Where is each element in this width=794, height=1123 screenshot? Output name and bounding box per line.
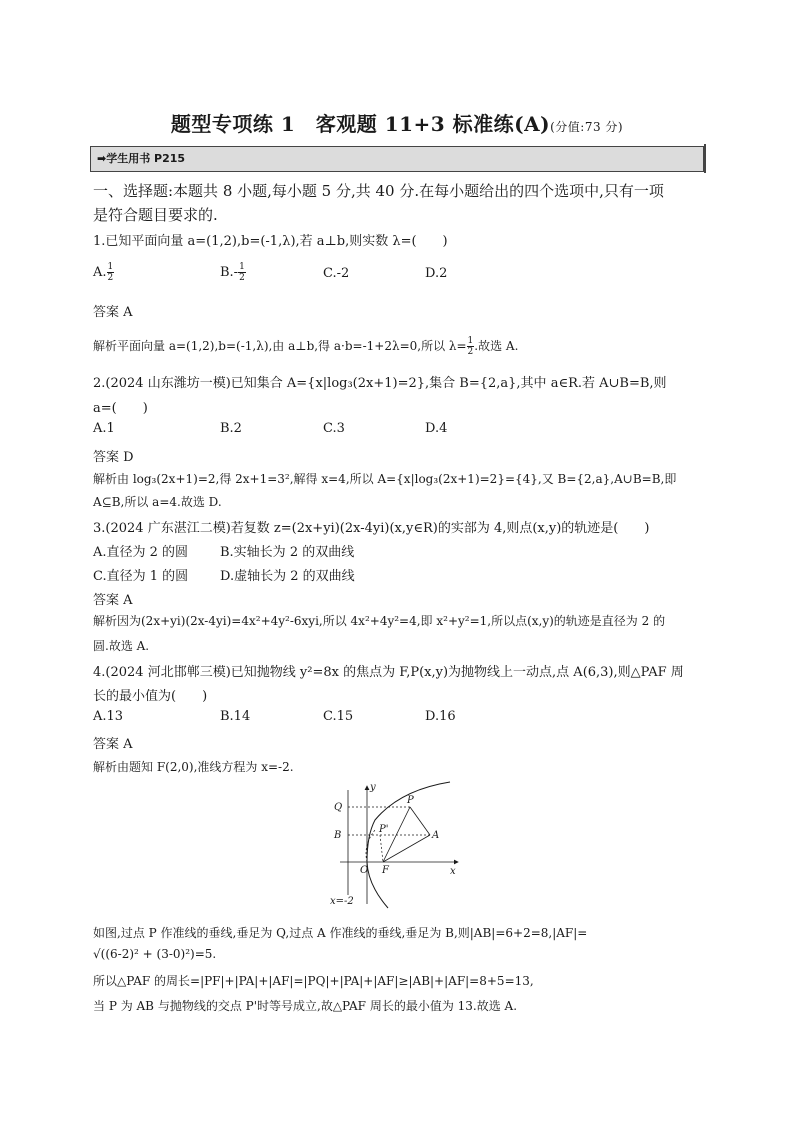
q3-option-c: C.直径为 1 的圆 xyxy=(93,569,189,584)
q4-analysis-line4: 所以△PAF 的周长=|PF|+|PA|+|AF|=|PQ|+|PA|+|AF|≥|AB|+|AF|=8+5=13, xyxy=(93,974,534,988)
q4-analysis-line5: 当 P 为 AB 与抛物线的交点 P'时等号成立,故△PAF 周长的最小值为 13.故选 A. xyxy=(93,999,518,1013)
label-O: O xyxy=(360,865,369,876)
label-B: B xyxy=(334,830,342,841)
title-score: (分值:73 分) xyxy=(550,120,624,134)
q4-option-c: C.15 xyxy=(323,709,354,724)
q3-analysis-line1: 解析因为(2x+yi)(2x-4yi)=4x²+4y²-6xyi,所以 4x²+4y²=4,即 x²+y²=1,所以点(x,y)的轨迹是直径为 2 的 xyxy=(93,614,666,628)
q4-analysis-line3: √((6-2)² + (3-0)²)=5. xyxy=(93,947,217,961)
q2-analysis-line1: 解析由 log₃(2x+1)=2,得 2x+1=3²,解得 x=4,所以 A={x|log₃(2x+1)=2}={4},又 B={2,a},A∪B=B,即 xyxy=(93,472,677,486)
q2-option-b: B.2 xyxy=(220,421,242,436)
q1-stem: 1.已知平面向量 a=(1,2),b=(-1,λ),若 a⊥b,则实数 λ=( ) xyxy=(93,234,448,249)
q1-option-a-fraction: $\frac{1}{2}$ xyxy=(107,262,114,283)
q1-option-c: C.-2 xyxy=(323,266,350,281)
q4-option-b: B.14 xyxy=(220,709,251,724)
label-P: P xyxy=(407,795,414,806)
q2-option-d: D.4 xyxy=(425,421,448,436)
section-heading-line1: 一、选择题:本题共 8 小题,每小题 5 分,共 40 分.在每小题给出的四个选项中,只有一项 xyxy=(93,182,664,200)
q3-option-d: D.虚轴长为 2 的双曲线 xyxy=(220,569,355,584)
q4-option-d: D.16 xyxy=(425,709,456,724)
q4-analysis-line2: 如图,过点 P 作准线的垂线,垂足为 Q,过点 A 作准线的垂线,垂足为 B,则|AB|=6+2=8,|AF|= xyxy=(93,926,588,940)
segment-PA xyxy=(410,807,430,835)
q4-option-a: A.13 xyxy=(93,709,124,724)
label-directrix: x=-2 xyxy=(330,896,354,907)
label-Q: Q xyxy=(334,802,343,813)
segment-PprimeF xyxy=(380,835,383,862)
section-heading-line2: 是符合题目要求的. xyxy=(93,206,218,224)
q4-stem-line2: 长的最小值为( ) xyxy=(93,689,208,704)
q2-answer: 答案 D xyxy=(93,450,134,465)
parabola-figure xyxy=(330,780,470,910)
q2-stem-line1: 2.(2024 山东潍坊一模)已知集合 A={x|log₃(2x+1)=2},集合 B={2,a},其中 a∈R.若 A∪B=B,则 xyxy=(93,376,667,391)
label-A: A xyxy=(432,830,440,841)
q1-option-b-fraction: $\frac{1}{2}$ xyxy=(239,262,245,283)
q1-option-b: B.- $\frac{1}{2}$ xyxy=(220,262,245,283)
q3-answer: 答案 A xyxy=(93,593,133,608)
q4-analysis-line1: 解析由题知 F(2,0),准线方程为 x=-2. xyxy=(93,760,294,774)
q3-stem: 3.(2024 广东湛江二模)若复数 z=(2x+yi)(2x-4yi)(x,y∈R)的实部为 4,则点(x,y)的轨迹是( ) xyxy=(93,521,650,536)
page-title xyxy=(0,108,794,137)
title-main: 题型专项练 1 客观题 11+3 标准练(A) xyxy=(170,112,551,136)
label-y: y xyxy=(370,782,376,793)
book-reference: ➡学生用书 P215 xyxy=(97,152,186,165)
q3-option-a: A.直径为 2 的圆 xyxy=(93,545,189,560)
q4-answer: 答案 A xyxy=(93,737,133,752)
label-F: F xyxy=(382,865,389,876)
q1-answer: 答案 A xyxy=(93,305,133,320)
book-reference-bar xyxy=(90,146,704,172)
label-Pprime: P' xyxy=(379,824,389,835)
q2-option-a: A.1 xyxy=(93,421,115,436)
q1-option-d: D.2 xyxy=(425,266,448,281)
label-x: x xyxy=(450,866,456,877)
q2-stem-line2: a=( ) xyxy=(93,401,148,416)
q1-analysis-fraction: $\frac{1}{2}$ xyxy=(467,336,474,357)
q1-option-a: A. $\frac{1}{2}$ xyxy=(93,262,114,283)
q2-analysis-line2: A⊆B,所以 a=4.故选 D. xyxy=(93,495,222,509)
q3-analysis-line2: 圆.故选 A. xyxy=(93,639,150,653)
q1-analysis: 解析平面向量 a=(1,2),b=(-1,λ),由 a⊥b,得 a·b=-1+2λ=0,所以 λ= $\frac{1}{2}$ .故选 A. xyxy=(93,336,519,357)
q2-option-c: C.3 xyxy=(323,421,345,436)
q3-option-b: B.实轴长为 2 的双曲线 xyxy=(220,545,355,560)
q4-stem-line1: 4.(2024 河北邯郸三模)已知抛物线 y²=8x 的焦点为 F,P(x,y)为抛物线上一动点,点 A(6,3),则△PAF 周 xyxy=(93,665,684,680)
